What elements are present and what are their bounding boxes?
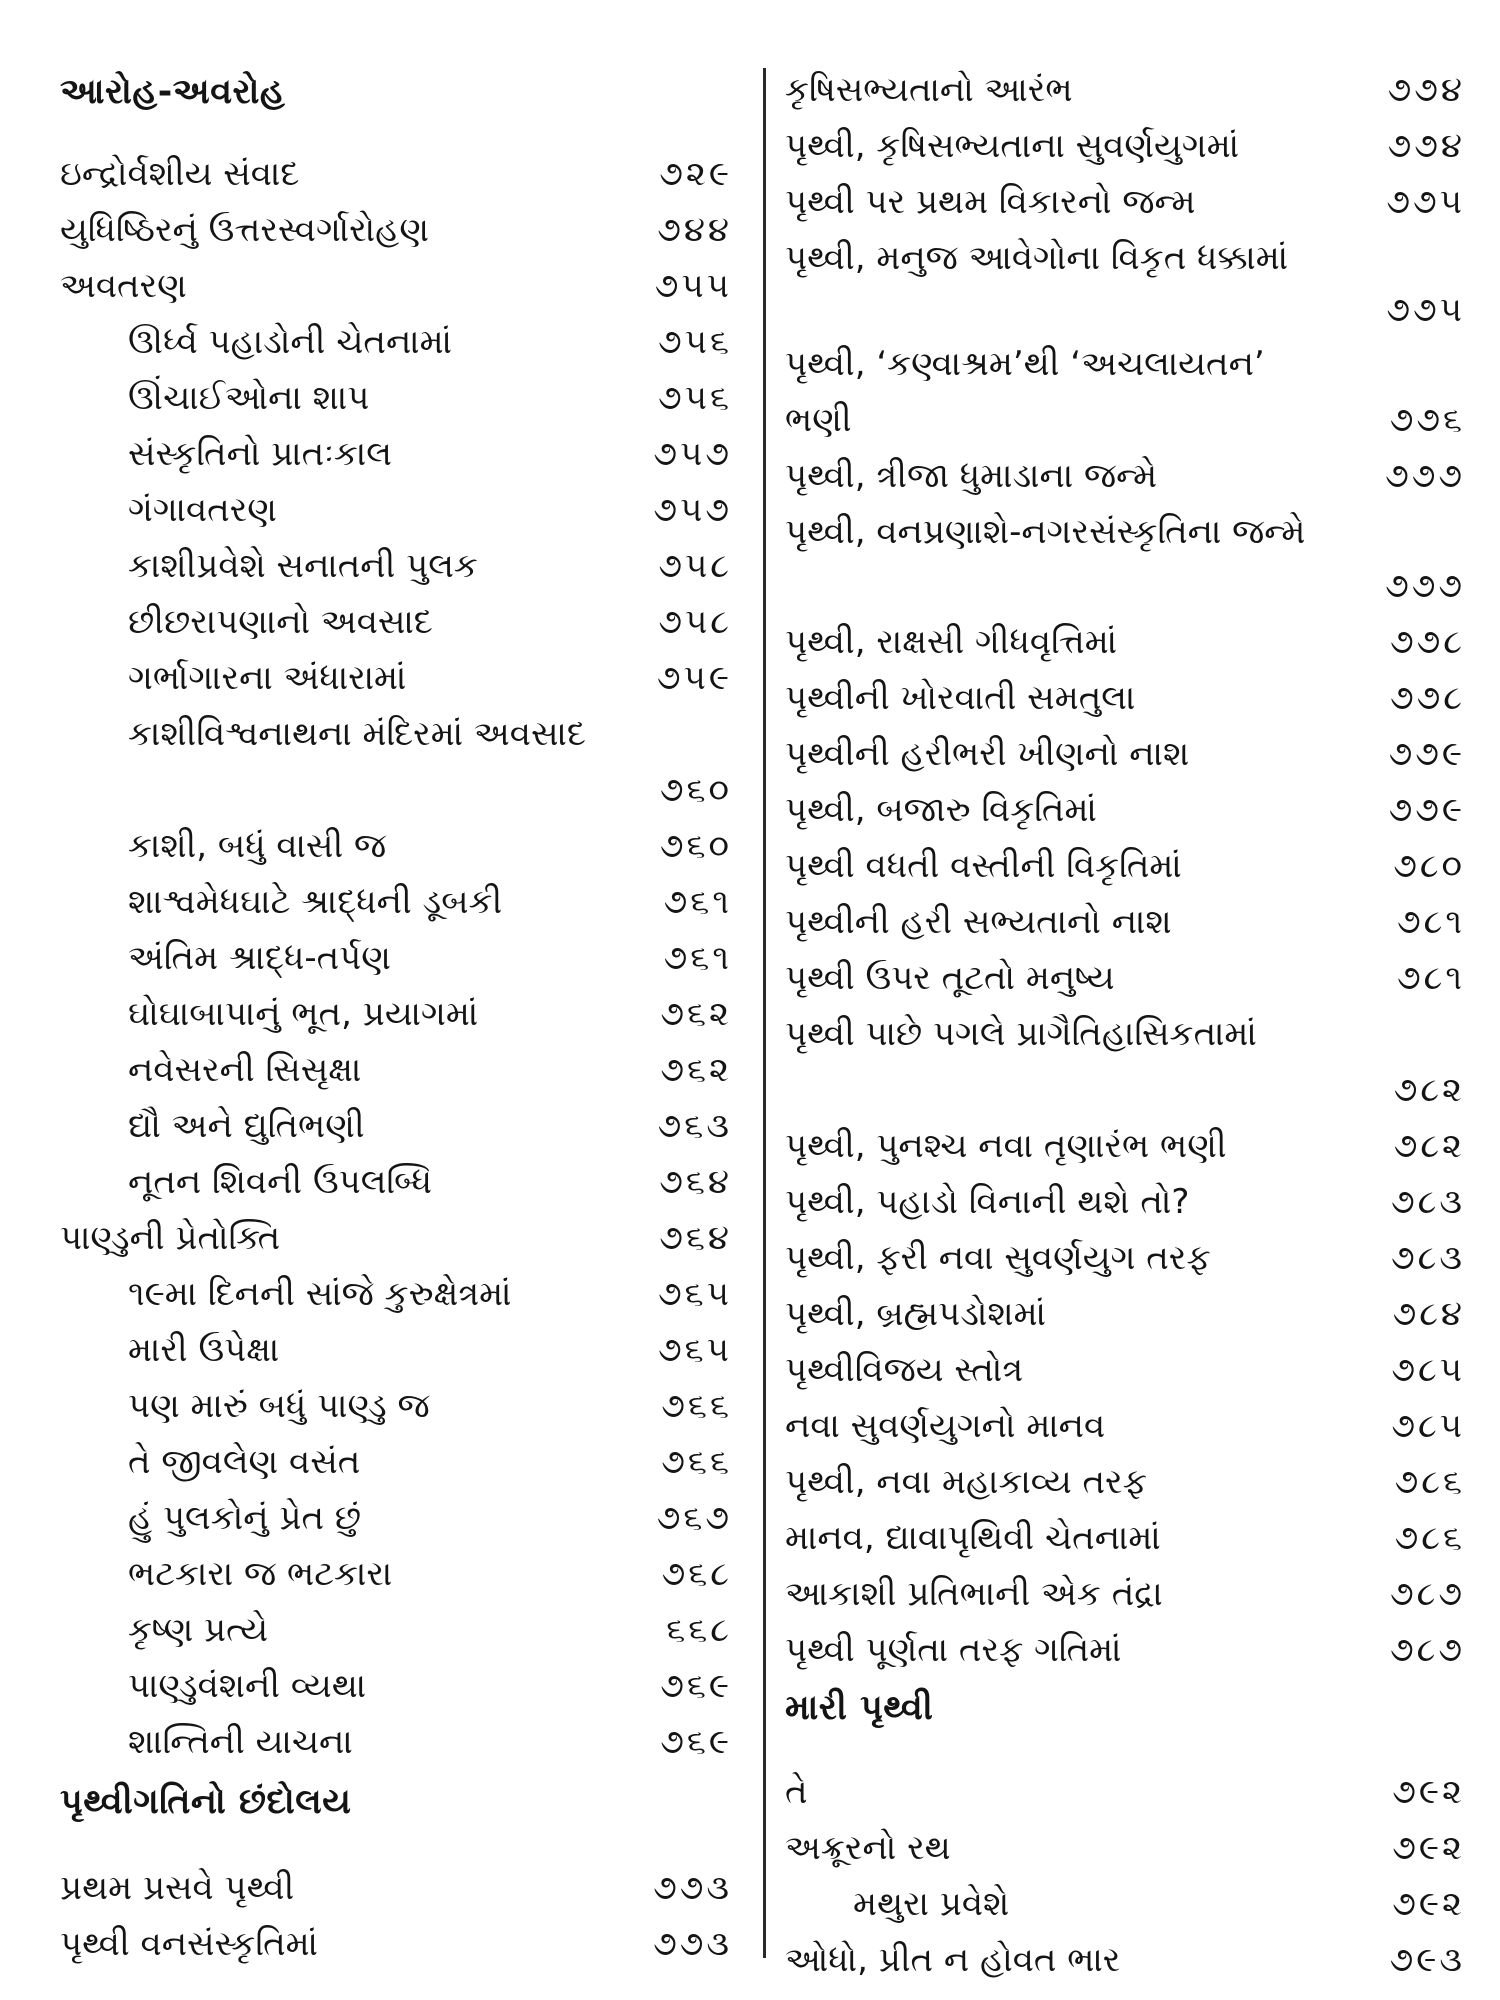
toc-entry	[785, 452, 1475, 500]
entry-page: ૭૮૪	[1392, 1294, 1465, 1334]
toc-entry	[785, 1824, 1475, 1872]
toc-entry	[60, 1864, 740, 1912]
entry-page: ૭૬૬	[661, 1386, 732, 1426]
entry-page: ૭૬૮	[661, 1554, 732, 1594]
toc-entry	[785, 1290, 1475, 1338]
toc-entry	[60, 822, 740, 870]
entry-page: ૭૮૨	[1393, 1126, 1465, 1166]
entry-title: પણ મારું બધું પાણ્ડુ જ	[128, 1386, 430, 1426]
section-heading: મારી પૃથ્વી	[785, 1688, 934, 1728]
entry-title: માનવ, દ્યાવાપૃથિવી ચેતનામાં	[785, 1518, 1161, 1558]
toc-entry	[60, 206, 740, 254]
toc-entry	[60, 1920, 740, 1968]
entry-page: ૭૮૭	[1390, 1574, 1465, 1614]
entry-page: ૭૭૪	[1387, 126, 1465, 166]
entry-page: ૭૬૦	[659, 770, 732, 810]
entry-title: પૃથ્વી, મનુજ આવેગોના વિકૃત ધક્કામાં	[785, 238, 1289, 278]
entry-title: મથુરા પ્રવેશે	[853, 1884, 1010, 1924]
entry-page: ૭૮૬	[1394, 1518, 1465, 1558]
entry-title: કાશી, બધું વાસી જ	[128, 826, 387, 866]
toc-entry	[60, 1718, 740, 1766]
toc-entry	[60, 710, 740, 758]
entry-title: ભટકારા જ ભટકારા	[128, 1554, 393, 1594]
entry-page: ૭૬૯	[660, 1722, 732, 1762]
entry-title: ઘોઘાબાપાનું ભૂત, પ્રયાગમાં	[128, 994, 479, 1034]
entry-page: ૭૬૩	[657, 1106, 732, 1146]
entry-title: પૃથ્વી, વનપ્રણાશે-નગરસંસ્કૃતિના જન્મે	[785, 512, 1306, 552]
entry-title: પૃથ્વી પૂર્ણતા તરફ ગતિમાં	[785, 1630, 1122, 1670]
entry-page: ૭૬૧	[663, 882, 732, 922]
section-heading: આરોહ-અવરોહ	[60, 72, 286, 112]
entry-title: પ્રથમ પ્રસવે પૃથ્વી	[60, 1868, 295, 1908]
entry-page: ૭૮૫	[1391, 1406, 1465, 1446]
toc-entry	[785, 954, 1475, 1002]
entry-page: ૭૬૪	[659, 1162, 732, 1202]
toc-entry	[785, 1458, 1475, 1506]
toc-entry	[785, 1936, 1475, 1984]
toc-entry	[60, 990, 740, 1038]
toc-entry	[785, 1402, 1475, 1450]
entry-page: ૭૭૯	[1388, 790, 1465, 830]
entry-title: પૃથ્વી, બજારુ વિકૃતિમાં	[785, 790, 1097, 830]
entry-page: ૭૬૨	[660, 1050, 732, 1090]
toc-entry	[785, 178, 1475, 226]
entry-page: ૭૫૮	[658, 546, 732, 586]
toc-entry	[60, 1046, 740, 1094]
toc-entry	[785, 674, 1475, 722]
toc-entry	[785, 1570, 1475, 1618]
entry-page: ૭૭૬	[1389, 400, 1465, 440]
toc-entry	[60, 262, 740, 310]
entry-title: હું પુલકોનું પ્રેત છું	[128, 1498, 362, 1538]
entry-title: અક્રૂરનો રથ	[785, 1828, 951, 1868]
toc-entry	[60, 598, 740, 646]
toc-entry	[785, 1768, 1475, 1816]
entry-page: ૬૬૮	[666, 1610, 732, 1650]
entry-title: પૃથ્વી વનસંસ્કૃતિમાં	[60, 1924, 318, 1964]
entry-page: ૭૭૭	[1385, 566, 1465, 606]
entry-title: છીછરાપણાનો અવસાદ	[128, 602, 433, 642]
toc-entry	[785, 66, 1475, 114]
entry-title: અવતરણ	[60, 266, 187, 306]
entry-title: પૃથ્વી ઉપર તૂટતો મનુષ્ય	[785, 958, 1115, 998]
entry-page: ૭૭૩	[653, 1868, 732, 1908]
entry-title: શાશ્વમેધઘાટે શ્રાદ્ધની ડૂબકી	[128, 882, 503, 922]
entry-title: ભણી	[785, 400, 852, 440]
toc-entry	[785, 234, 1475, 282]
entry-title: ઊર્ધ્વ પહાડોની ચેતનામાં	[128, 322, 452, 362]
entry-title: પૃથ્વી, રાક્ષસી ગીધવૃત્તિમાં	[785, 622, 1118, 662]
toc-entry	[60, 542, 740, 590]
entry-title: ઓધો, પ્રીત ન હોવત ભાર	[785, 1940, 1121, 1980]
entry-title: પૃથ્વીવિજય સ્તોત્ર	[785, 1350, 1024, 1390]
entry-page: ૭૮૩	[1391, 1182, 1465, 1222]
entry-page: ૭૬૬	[661, 1442, 732, 1482]
entry-title: નવેસરની સિસૃક્ષા	[128, 1050, 362, 1090]
entry-title: તે જીવલેણ વસંત	[128, 1442, 361, 1482]
entry-title: પૃથ્વી, ‘કણ્વાશ્રમ’થી ‘અચલાયતન’	[785, 344, 1265, 384]
entry-title: સંસ્કૃતિનો પ્રાતઃકાલ	[128, 434, 392, 474]
entry-title: આકાશી પ્રતિભાની એક તંદ્રા	[785, 1574, 1163, 1614]
entry-title: યુધિષ્ઠિરનું ઉત્તરસ્વર્ગારોહણ	[60, 210, 429, 250]
entry-page: ૭૭૫	[1386, 182, 1465, 222]
toc-entry	[785, 340, 1475, 388]
entry-title: પૃથ્વીની ખોરવાતી સમતુલા	[785, 678, 1136, 718]
entry-title: દ્યૌ અને દ્યુતિભણી	[128, 1106, 365, 1146]
toc-entry	[785, 1122, 1475, 1170]
entry-page: ૭૪૪	[657, 210, 732, 250]
entry-title: પૃથ્વી, નવા મહાકાવ્ય તરફ	[785, 1462, 1147, 1502]
entry-title: પૃથ્વી વધતી વસ્તીની વિકૃતિમાં	[785, 846, 1182, 886]
entry-page: ૭૬૭	[656, 1498, 732, 1538]
toc-entry	[785, 1346, 1475, 1394]
entry-title: પાણ્ડુની પ્રેતોક્તિ	[60, 1218, 281, 1258]
toc-entry	[785, 1514, 1475, 1562]
entry-title: પૃથ્વી, ત્રીજા ધુમાડાના જન્મે	[785, 456, 1158, 496]
column-divider	[763, 68, 766, 1958]
entry-page: ૭૬૦	[659, 826, 732, 866]
entry-title: ગર્ભાગારના અંધારામાં	[128, 658, 407, 698]
toc-entry	[785, 1626, 1475, 1674]
entry-page: ૭૬૫	[657, 1274, 732, 1314]
entry-page: ૭૮૦	[1393, 846, 1465, 886]
toc-entry	[60, 374, 740, 422]
entry-page: ૭૮૨	[1393, 1070, 1465, 1110]
entry-page: ૭૮૩	[1391, 1238, 1465, 1278]
toc-entry	[785, 842, 1475, 890]
toc-entry	[60, 1550, 740, 1598]
entry-title: પૃથ્વી પાછે પગલે પ્રાગૈતિહાસિકતામાં	[785, 1014, 1257, 1054]
entry-page: ૭૭૮	[1390, 678, 1465, 718]
entry-page: ૭૭૩	[653, 1924, 732, 1964]
toc-entry	[60, 486, 740, 534]
toc-entry	[785, 730, 1475, 778]
entry-title: પૃથ્વી પર પ્રથમ વિકારનો જન્મ	[785, 182, 1196, 222]
entry-title: પૃથ્વી, બ્રહ્મપડોશમાં	[785, 1294, 1046, 1334]
toc-entry	[60, 654, 740, 702]
toc-entry	[60, 1214, 740, 1262]
entry-title: પૃથ્વી, પુનશ્ચ નવા તૃણારંભ ભણી	[785, 1126, 1227, 1166]
entry-page: ૭૬૨	[660, 994, 732, 1034]
toc-entry	[785, 396, 1475, 444]
entry-title: અંતિમ શ્રાદ્ધ-તર્પણ	[128, 938, 391, 978]
entry-title: તે	[785, 1772, 808, 1812]
entry-page: ૭૭૪	[1387, 70, 1465, 110]
toc-entry	[785, 786, 1475, 834]
toc-entry	[60, 430, 740, 478]
toc-entry	[785, 618, 1475, 666]
entry-title: ઇન્દ્રોર્વશીય સંવાદ	[60, 154, 300, 194]
entry-title: પૃથ્વી, કૃષિસભ્યતાના સુવર્ણયુગમાં	[785, 126, 1240, 166]
toc-entry	[785, 898, 1475, 946]
entry-page: ૭૭૭	[1385, 456, 1465, 496]
entry-title: શાન્તિની યાચના	[128, 1722, 353, 1762]
section-heading: પૃથ્વીગતિનો છંદોલય	[60, 1782, 352, 1822]
toc-entry	[60, 1158, 740, 1206]
entry-title: પાણ્ડુવંશની વ્યથા	[128, 1666, 367, 1706]
entry-page: ૭૨૯	[659, 154, 732, 194]
entry-title: ગંગાવતરણ	[128, 490, 277, 530]
entry-page: ૭૭૫	[1386, 290, 1465, 330]
toc-entry	[785, 1178, 1475, 1226]
toc-entry	[60, 1102, 740, 1150]
entry-page: ૭૮૧	[1397, 902, 1465, 942]
toc-entry	[785, 508, 1475, 556]
entry-page: ૭૭૮	[1390, 622, 1465, 662]
toc-entry	[60, 1438, 740, 1486]
toc-entry	[60, 1606, 740, 1654]
entry-title: કૃષ્ણ પ્રત્યે	[128, 1610, 269, 1650]
entry-title: મારી ઉપેક્ષા	[128, 1330, 280, 1370]
entry-page: ૭૮૧	[1397, 958, 1465, 998]
entry-page: ૭૭૯	[1388, 734, 1465, 774]
entry-page: ૭૮૭	[1390, 1630, 1465, 1670]
entry-title: કૃષિસભ્યતાનો આરંભ	[785, 70, 1073, 110]
entry-page: ૭૫૬	[657, 378, 732, 418]
entry-page: ૭૯૨	[1392, 1772, 1465, 1812]
entry-page: ૭૯૨	[1392, 1828, 1465, 1868]
toc-entry	[60, 1270, 740, 1318]
toc-entry	[785, 1880, 1475, 1928]
entry-title: કાશીવિશ્વનાથના મંદિરમાં અવસાદ	[128, 714, 586, 754]
toc-entry	[60, 1326, 740, 1374]
toc-entry	[785, 122, 1475, 170]
entry-page: ૭૮૬	[1394, 1462, 1465, 1502]
entry-page: ૭૬૧	[663, 938, 732, 978]
entry-page: ૭૯૩	[1389, 1940, 1465, 1980]
entry-page: ૭૬૯	[660, 1666, 732, 1706]
entry-title: નવા સુવર્ણયુગનો માનવ	[785, 1406, 1106, 1446]
entry-title: ૧૯મા દિનની સાંજે કુરુક્ષેત્રમાં	[128, 1274, 512, 1314]
entry-page: ૭૬૫	[657, 1330, 732, 1370]
entry-page: ૭૫૫	[654, 266, 732, 306]
entry-page: ૭૮૫	[1391, 1350, 1465, 1390]
entry-page: ૭૫૮	[658, 602, 732, 642]
entry-page: ૭૫૭	[653, 434, 732, 474]
toc-entry	[60, 1382, 740, 1430]
toc-entry	[60, 318, 740, 366]
entry-title: ઊંચાઈઓના શાપ	[128, 378, 370, 418]
entry-title: કાશીપ્રવેશે સનાતની પુલક	[128, 546, 478, 586]
entry-page: ૭૯૨	[1392, 1884, 1465, 1924]
toc-entry	[785, 1234, 1475, 1282]
entry-page: ૭૫૭	[653, 490, 732, 530]
toc-entry	[60, 878, 740, 926]
entry-title: પૃથ્વી, ફરી નવા સુવર્ણયુગ તરફ	[785, 1238, 1211, 1278]
entry-title: નૂતન શિવની ઉપલબ્ધિ	[128, 1162, 433, 1202]
entry-page: ૭૫૯	[656, 658, 732, 698]
entry-title: પૃથ્વી, પહાડો વિનાની થશે તો?	[785, 1182, 1190, 1222]
entry-page: ૭૫૬	[657, 322, 732, 362]
toc-entry	[60, 934, 740, 982]
toc-entry	[60, 1662, 740, 1710]
entry-page: ૭૬૪	[659, 1218, 732, 1258]
entry-title: પૃથ્વીની હરી સભ્યતાનો નાશ	[785, 902, 1172, 942]
toc-entry	[60, 1494, 740, 1542]
toc-entry	[60, 150, 740, 198]
entry-title: પૃથ્વીની હરીભરી ખીણનો નાશ	[785, 734, 1190, 774]
toc-entry	[785, 1010, 1475, 1058]
